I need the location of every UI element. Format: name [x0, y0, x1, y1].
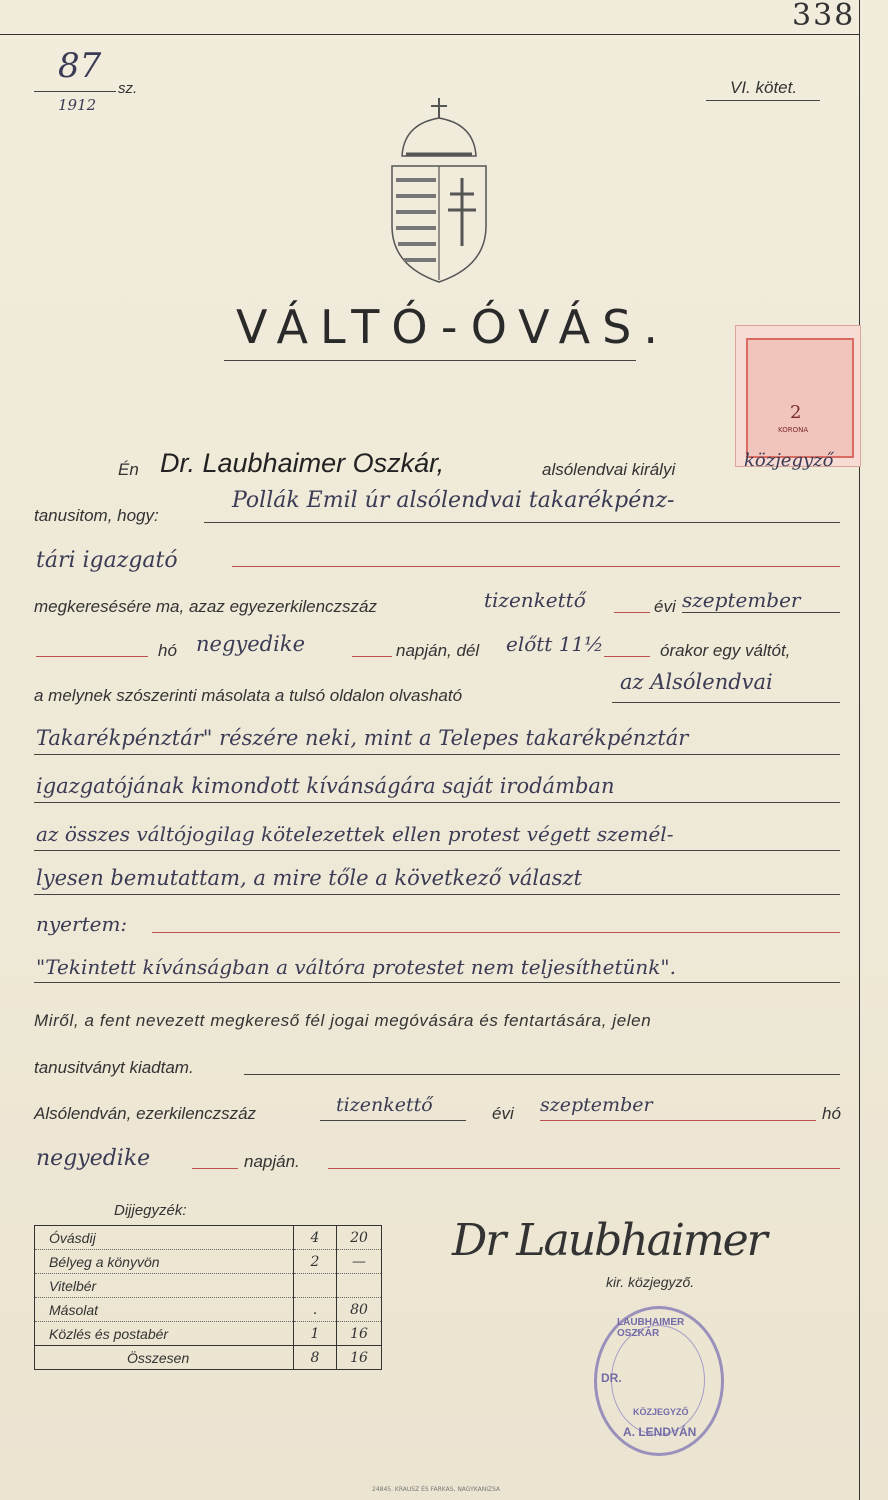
seal-bottom-text: A. LENDVÁN	[623, 1425, 697, 1439]
revenue-stamp	[735, 325, 861, 467]
revenue-stamp-value: 2	[790, 402, 802, 423]
line1-prefix: Én	[118, 460, 139, 479]
line4-hand-month: szeptember	[682, 588, 801, 612]
line14-text: tanusitványt kiadtam.	[34, 1058, 194, 1077]
line3-red-rule	[232, 566, 840, 567]
table-row	[35, 1226, 382, 1250]
seal-left-text: DR.	[601, 1371, 622, 1385]
line10-hand: lyesen bemutattam, a mire tőle a következő választ	[36, 866, 582, 890]
line7-hand: Takarékpénztár" részére neki, mint a Telepes takarékpénztár	[36, 726, 689, 750]
fee-filler: 20	[337, 1226, 382, 1250]
frame-top-rule	[0, 34, 860, 35]
line4-mid: évi	[654, 597, 676, 616]
line9-rule	[34, 850, 840, 851]
line5-red-rule-2	[352, 656, 392, 657]
line16-red-rule-2	[328, 1168, 840, 1169]
document-title: VÁLTÓ-ÓVÁS.	[236, 300, 670, 354]
fee-filler: —	[337, 1250, 382, 1274]
line16-red-rule-1	[192, 1168, 238, 1169]
fee-korona: 2	[294, 1250, 337, 1274]
line6-prefix: a melynek szószerinti másolata a tulsó oldalon olvasható	[34, 686, 463, 705]
line16-suffix: napján.	[244, 1152, 300, 1171]
fee-korona: 1	[294, 1322, 337, 1346]
line5-hand-day: negyedike	[196, 632, 305, 656]
line4-red-rule-1	[614, 612, 650, 613]
printer-imprint: 24845. KRAUSZ ÉS FARKAS, NAGYKANIZSA	[372, 1486, 501, 1493]
fee-korona: 4	[294, 1226, 337, 1250]
line15-prefix: Alsólendván, ezerkilenczszáz	[34, 1104, 257, 1123]
line5-mid2: órakor egy váltót,	[660, 641, 791, 660]
table-row	[35, 1322, 382, 1346]
line1-hand-title: közjegyző	[744, 450, 834, 471]
title-underline	[224, 360, 636, 361]
record-number-underline	[34, 91, 116, 92]
volume-label: VI. kötet.	[730, 78, 798, 97]
line11-red-rule	[152, 932, 840, 933]
line11-hand: nyertem:	[36, 912, 128, 936]
line14-rule	[244, 1074, 840, 1075]
line3-hand: tári igazgató	[36, 548, 178, 573]
line2-hand: Pollák Emil úr alsólendvai takarékpénz-	[232, 488, 675, 513]
line8-hand: igazgatójának kimondott kívánságára saját irodámban	[36, 774, 615, 798]
fee-filler: 80	[337, 1298, 382, 1322]
line15-red-rule	[540, 1120, 816, 1121]
fee-filler	[337, 1274, 382, 1298]
line4-hand-year: tizenkettő	[484, 588, 586, 612]
fee-label: Másolat	[35, 1298, 294, 1322]
line2-prefix: tanusitom, hogy:	[34, 506, 159, 525]
table-row	[35, 1250, 382, 1274]
table-row	[35, 1298, 382, 1322]
line12-hand: "Tekintett kívánságban a váltóra protestet nem teljesíthetünk".	[36, 955, 676, 979]
line15-hand-month: szeptember	[540, 1094, 653, 1116]
fee-total-label: Összesen	[35, 1346, 294, 1370]
revenue-stamp-unit: KORONA	[778, 426, 809, 434]
notary-name: Dr. Laubhaimer Oszkár,	[160, 448, 445, 478]
line5-red-rule-1	[36, 656, 148, 657]
fee-filler: 16	[337, 1322, 382, 1346]
line6-rule	[612, 702, 840, 703]
line5-prefix: hó	[158, 641, 177, 660]
line4-rule	[682, 612, 840, 613]
page-number: 338	[792, 0, 856, 33]
line15-mid: évi	[492, 1104, 514, 1123]
line15-rule-1	[320, 1120, 466, 1121]
table-row	[35, 1274, 382, 1298]
line5-mid1: napján, dél	[396, 641, 480, 660]
seal-inner-ring	[611, 1325, 705, 1435]
line5-red-rule-3	[604, 656, 650, 657]
fees-title: Dijjegyzék:	[114, 1202, 187, 1219]
line1-suffix: alsólendvai királyi	[542, 460, 676, 479]
record-year: 1912	[58, 96, 97, 114]
coat-of-arms-icon	[384, 96, 494, 286]
fee-korona: .	[294, 1298, 337, 1322]
line15-suffix: hó	[822, 1104, 841, 1123]
fee-label: Vitelbér	[35, 1274, 294, 1298]
record-number-suffix: sz.	[118, 80, 138, 97]
fee-total-korona: 8	[294, 1346, 337, 1370]
fee-total-filler: 16	[337, 1346, 382, 1370]
record-number: 87	[58, 46, 102, 86]
fee-label: Óvásdij	[35, 1226, 294, 1250]
signature-title: kir. közjegyző.	[606, 1274, 695, 1290]
table-row-total	[35, 1346, 382, 1370]
line8-rule	[34, 802, 840, 803]
line9-hand: az összes váltójogilag kötelezettek ellen protest végett személ-	[36, 822, 674, 846]
line6-hand: az Alsólendvai	[620, 670, 773, 694]
line13-text: Miről, a fent nevezett megkereső fél jogai megóvására és fentartására, jelen	[34, 1011, 652, 1030]
line7-rule	[34, 754, 840, 755]
line4-prefix: megkeresésére ma, azaz egyezerkilenczszáz	[34, 597, 377, 616]
volume-underline	[706, 100, 820, 101]
line10-rule	[34, 894, 840, 895]
line2-rule	[204, 522, 840, 523]
frame-right-rule	[859, 0, 860, 1500]
notary-seal	[594, 1306, 724, 1456]
seal-middle-text: KÖZJEGYZŐ	[633, 1407, 689, 1417]
fee-korona	[294, 1274, 337, 1298]
revenue-stamp-frame	[746, 338, 854, 458]
fee-label: Közlés és postabér	[35, 1322, 294, 1346]
line5-hand-time: előtt 11½	[506, 632, 604, 656]
line16-hand-day: negyedike	[36, 1146, 151, 1171]
fee-label: Bélyeg a könyvön	[35, 1250, 294, 1274]
line12-rule	[34, 982, 840, 983]
notary-signature: Dr Laubhaimer	[452, 1215, 766, 1266]
fees-table	[34, 1225, 382, 1370]
seal-top-text: LAUBHAIMER OSZKÁR	[617, 1317, 685, 1339]
line15-hand-year: tizenkettő	[336, 1094, 433, 1116]
